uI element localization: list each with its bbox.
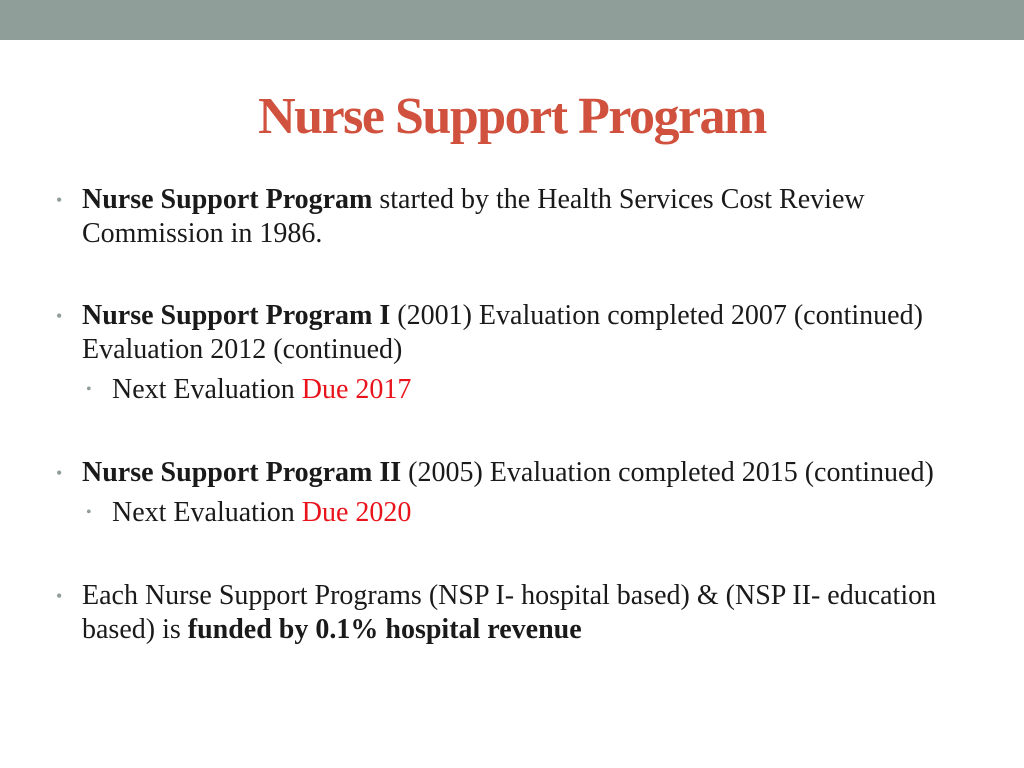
bullet-list (56, 183, 976, 647)
top-accent-bar (0, 0, 1024, 40)
sub-bullet-2-due: Due 2017 (301, 374, 412, 405)
sub-bullet-dot-icon: • (86, 504, 92, 521)
bullet-4-text: Each Nurse Support Programs (NSP I- hospital based) & (NSP II- education based) is (82, 580, 937, 645)
bullet-3-bold: Nurse Support Program II (82, 457, 402, 488)
bullet-4-bold: funded by 0.1% hospital revenue (187, 614, 582, 645)
sub-bullet-3-text: Next Evaluation (112, 497, 302, 528)
sub-bullet-2-text: Next Evaluation (112, 374, 302, 405)
bullet-dot-icon: • (56, 463, 63, 483)
bullet-item-2 (56, 299, 976, 367)
sub-bullet-3-due: Due 2020 (301, 497, 412, 528)
bullet-1-text: started by the Health Services Cost Review Commission in 1986. (82, 184, 865, 249)
bullet-dot-icon: • (56, 190, 63, 210)
bullet-dot-icon: • (56, 586, 63, 606)
bullet-item-4 (56, 579, 976, 647)
bullet-1-bold: Nurse Support Program (82, 184, 373, 215)
bullet-item-1 (56, 183, 976, 251)
sub-bullet-item-3 (56, 496, 976, 530)
slide-title: Nurse Support Program (258, 88, 766, 145)
sub-bullet-dot-icon: • (86, 381, 92, 398)
bullet-2-bold: Nurse Support Program I (82, 300, 391, 331)
bullet-3-text: (2005) Evaluation completed 2015 (continued) (401, 457, 934, 488)
bullet-2-text: (2001) Evaluation completed 2007 (continued) Evaluation 2012 (continued) (82, 300, 923, 365)
bullet-dot-icon: • (56, 306, 63, 326)
bullet-item-3 (56, 456, 976, 490)
sub-bullet-item-2 (56, 373, 976, 407)
